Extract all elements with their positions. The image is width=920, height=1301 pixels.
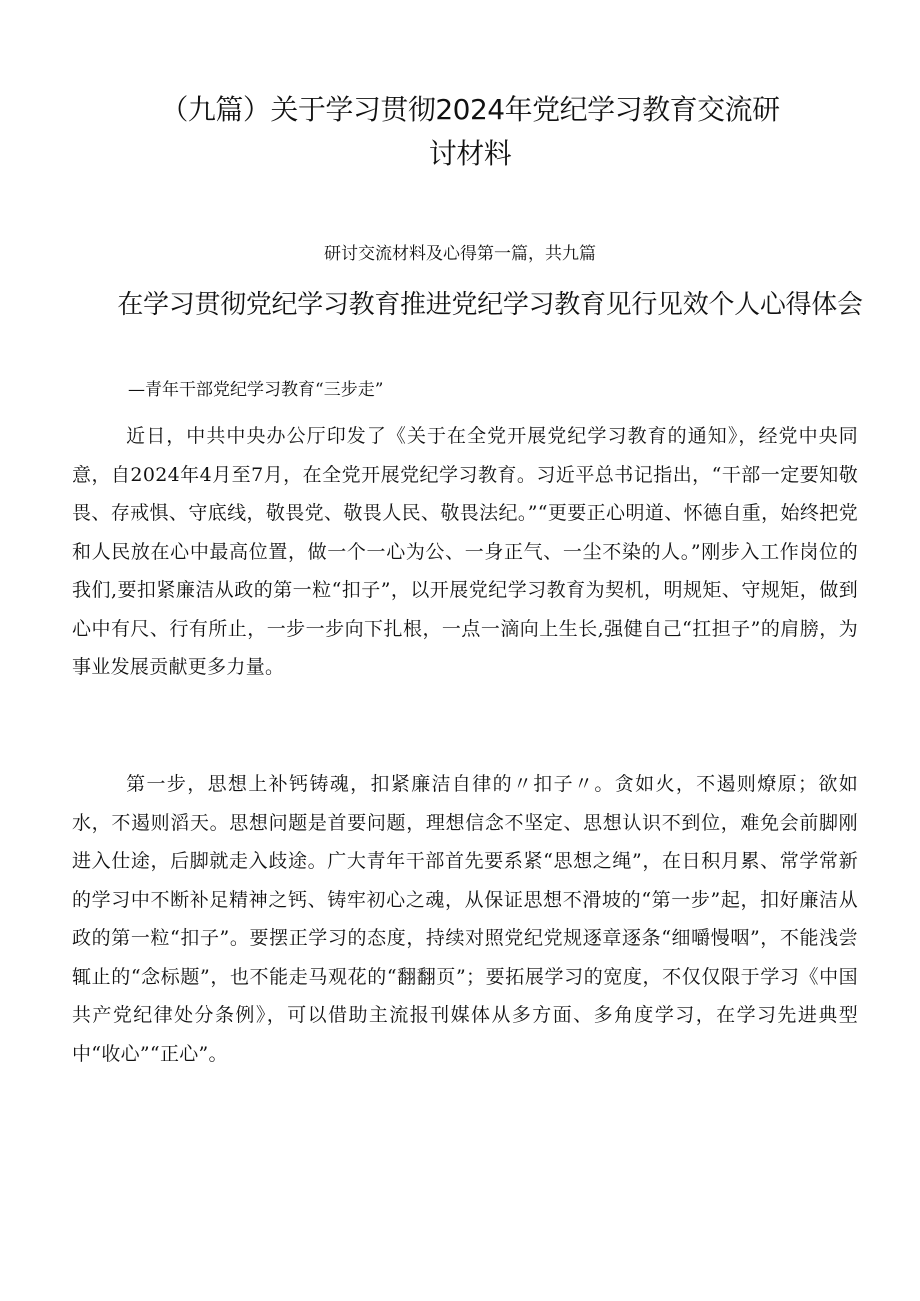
article-title: 在学习贯彻党纪学习教育推进党纪学习教育见行见效个人心得体会 — [117, 290, 863, 320]
body-paragraph: 近日，中共中央办公厅印发了《关于在全党开展党纪学习教育的通知》，经党中央同意，自2024年4月至7月，在全党开展党纪学习教育。习近平总书记指出，“干部一定要知敬畏、存戒惧、守底线，敬畏党、敬畏人民、敬畏法纪。”“更要正心明道、怀德自重，始终把党和人民放在心中最高位置，做一个一心为公、一身正气、一尘不染的人。”刚步入工作岗位的我们,要扣紧廉洁从政的第一粒“扣子”，以开展党纪学习教育为契机，明规矩、守规矩，做到心中有尺、行有所止，一步一步向下扎根，一点一滴向上生长,强健自己“扛担子”的肩膀，为事业发展贡献更多力量。 — [72, 425, 858, 678]
body-paragraph: 第一步，思想上补钙铸魂，扣紧廉洁自律的〃扣子〃。贪如火，不遏则燎原；欲如水，不遏则滔天。思想问题是首要问题，理想信念不坚定、思想认识不到位，难免会前脚刚进入仕途，后脚就走入歧途。广大青年干部首先要系紧“思想之绳”，在日积月累、常学常新的学习中不断补足精神之钙、铸牢初心之魂，从保证思想不滑坡的“第一步”起，扣好廉洁从政的第一粒“扣子”。要摆正学习的态度，持续对照党纪党规逐章逐条“细嚼慢咽”，不能浅尝辄止的“念标题”，也不能走马观花的“翻翻页”；要拓展学习的宽度，不仅仅限于学习《中国共产党纪律处分条例》，可以借助主流报刊媒体从多方面、多角度学习，在学习先进典型中“收心”“正心”。 — [72, 773, 858, 1065]
article-sub-heading: —青年干部党纪学习教育“三步走” — [128, 380, 384, 400]
document-title: （九篇）关于学习贯彻2024年党纪学习教育交流研讨材料 — [160, 93, 780, 170]
document-subtitle: 研讨交流材料及心得第一篇，共九篇 — [324, 244, 596, 264]
